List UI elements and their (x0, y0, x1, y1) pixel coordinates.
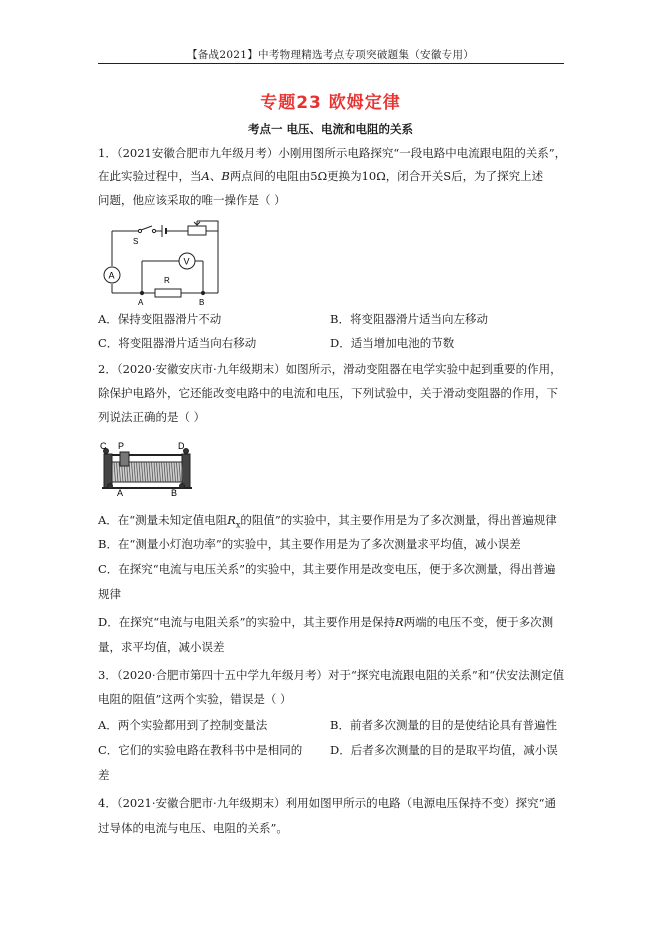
q1-switch-label: S (133, 237, 139, 246)
q1-option-b: B．将变阻器滑片适当向左移动 (330, 312, 488, 326)
q1-line-1: 1．（2021安徽合肥市九年级月考）小刚用图所示电路探究“一段电路中电流跟电阻的关系”， (98, 146, 567, 160)
q3-option-d-line-1: D．后者多次测量的目的是取平均值，减小误 (330, 743, 558, 757)
q2-option-a: A．在“测量未知定值电阻$R_x$的阻值”的实验中，其主要作用是为了多次测量，得出普遍规律 (98, 513, 557, 530)
q2-option-c-line-1: C．在探究“电流与电压关系”的实验中，其主要作用是改变电压，便于多次测量，得出普遍 (98, 562, 556, 576)
q1-ammeter-label: A (108, 270, 115, 281)
q2-rheostat-figure (98, 440, 198, 498)
q3-option-d-line-2: 差 (98, 768, 110, 782)
q1-voltmeter-label: V (183, 256, 190, 267)
q2-slider-p: P (118, 441, 125, 451)
q2-line-2: 除保护电路外，它还能改变电路中的电流和电压，下列试验中，关于滑动变阻器的作用，下 (98, 386, 558, 400)
q2-line-3: 列说法正确的是（ ） (98, 410, 206, 424)
q1-option-a: A．保持变阻器滑片不动 (98, 312, 222, 326)
q2-terminal-a: A (117, 488, 124, 498)
q1-line-2: 在此实验过程中，当A、B两点间的电阻由5Ω更换为10Ω，闭合开关S后，为了探究上述 (98, 169, 544, 183)
q2-option-d-line-1: D．在探究“电流与电阻关系”的实验中，其主要作用是保持R两端的电压不变，便于多次测 (98, 615, 554, 629)
q3-option-b: B．前者多次测量的目的是使结论具有普遍性 (330, 718, 557, 732)
q2-option-d-line-2: 量，求平均值，减小误差 (98, 640, 225, 654)
page-title: 专题23 欧姆定律 (260, 93, 401, 113)
q4-line-1: 4．（2021·安徽合肥市·九年级期末）利用如图甲所示的电路（电源电压保持不变）探究“通 (98, 796, 557, 810)
q1-resistor-label: R (164, 276, 170, 285)
q3-line-1: 3．（2020·合肥市第四十五中学九年级月考）对于“探究电流跟电阻的关系”和“伏安法测定值 (98, 668, 565, 682)
q2-option-c-line-2: 规律 (98, 587, 121, 601)
q1-circuit-diagram (100, 214, 230, 306)
q3-line-2: 电阻的阻值”这两个实验，错误是（ ） (98, 692, 292, 706)
q1-line-3: 问题，他应该采取的唯一操作是（ ） (98, 193, 286, 207)
q3-option-a: A．两个实验都用到了控制变量法 (98, 718, 268, 732)
q4-line-2: 过导体的电流与电压、电阻的关系”。 (98, 821, 288, 835)
section-title: 考点一 电压、电流和电阻的关系 (247, 122, 413, 136)
page-header: 【备战2021】中考物理精选考点专项突破题集（安徽专用） (186, 49, 475, 61)
q2-terminal-d: D (178, 441, 185, 451)
q2-line-1: 2．（2020·安徽安庆市·九年级期末）如图所示，滑动变阻器在电学实验中起到重要的作用， (98, 362, 562, 376)
q3-option-c: C．它们的实验电路在教科书中是相同的 (98, 743, 303, 757)
q2-terminal-b: B (171, 488, 178, 498)
q2-terminal-c: C (100, 441, 107, 451)
q1-option-d: D．适当增加电池的节数 (330, 336, 455, 350)
q1-point-b-label: B (199, 298, 205, 306)
header-divider (98, 63, 564, 64)
q1-point-a-label: A (138, 298, 144, 306)
q1-option-c: C．将变阻器滑片适当向右移动 (98, 336, 257, 350)
q2-option-b: B．在“测量小灯泡功率”的实验中，其主要作用是为了多次测量求平均值，减小误差 (98, 537, 521, 551)
